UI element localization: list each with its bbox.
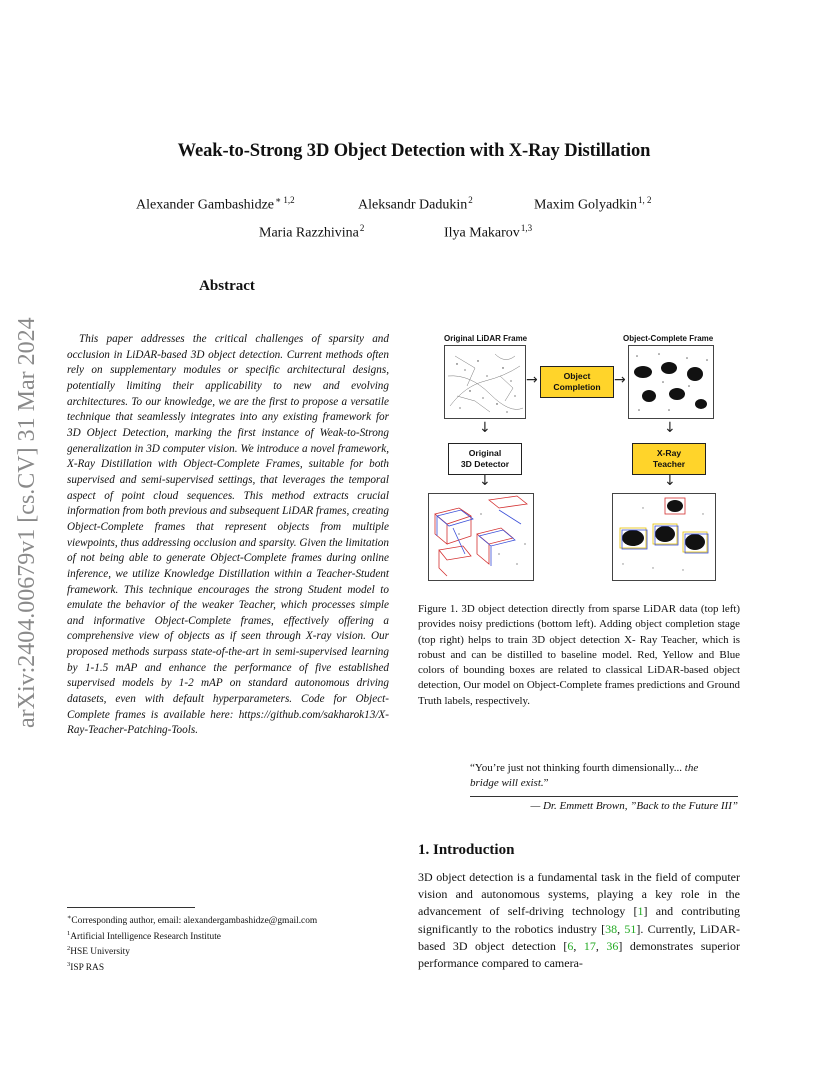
citation-link[interactable]: 38 [605, 921, 618, 936]
author-affiliation: 2 [359, 223, 365, 233]
author-affiliation: 1,3 [520, 223, 533, 233]
author-affiliation: 2 [468, 195, 473, 205]
abstract-text: This paper addresses the critical challenges of sparsity and occlusion in LiDAR-based 3D object detection. Current methods often rely on supplementary modules or specific architectural designs, potentially limiting their applicability to new and evolving architectures. To our knowledge, we are the first to propose a versatile technique that seamlessly integrates into any existing framework for 3D Object Detection, marking the first instance of Weak-to-Strong generalization in 3D computer vision. We introduce a novel framework, X-Ray Distillation with Object-Complete Frames, suitable for both supervised and semi-supervised settings, that leverages the temporal aspect of point cloud sequences. This method extracts crucial information from both previous and subsequent LiDAR frames, creating Object-Complete frames that represent objects from multiple viewpoints, thus addressing occlusion and sparsity. Given the limitation of not being able to generate Object-Complete frames during online inference, we utilize Knowledge Distillation within a Teacher-Student framework. This technique encourages the strong Student model to emulate the behavior of the weaker Teacher, which processes simple and informative Object-Complete frames, effectively offering a comprehensive view of objects as if seen through X-ray vision. Our proposed methods surpass state-of-the-art in semi-supervised learning by 1-1.5 mAP and enhance the performance of five established supervised models by 1-2 mAP on standard autonomous driving datasets, even with default hyperparameters. Code for Object-Complete frames is available here: https://github.com/sakharok13/X-Ray-Teacher-Patching-Tools. [67, 333, 389, 737]
teacher-boxes-illustration [613, 494, 715, 580]
arxiv-stamp: arXiv:2404.00679v1 [cs.CV] 31 Mar 2024 [14, 317, 40, 729]
footnote: $^1$Artificial Intelligence Research Institute [67, 929, 221, 942]
author-name: Aleksandr Dadukin [358, 197, 468, 213]
arrow-right-icon: → [526, 372, 538, 388]
teacher-predictions-image [612, 493, 716, 581]
quote-attribution: — Dr. Emmett Brown, ”Back to the Future III” [530, 800, 738, 812]
figure-caption: Figure 1. 3D object detection directly from sparse LiDAR data (top left) provides noisy predictions (bottom left). Adding object completion stage (top right) helps to train 3D object detection X- Ray Teacher, which is robust and can be distilled to baseline model. Red, Yellow and Blue colors of bounding boxes are related to classical LiDAR-based object detection, Our model on Object-Complete frames predictions and Ground Truth labels, respectively. [418, 603, 740, 707]
citation-link[interactable]: 51 [624, 921, 637, 936]
footnotes [67, 912, 397, 975]
author-name: Alexander Gambashidze [136, 197, 274, 213]
author-3 [534, 195, 652, 214]
author-2 [358, 195, 473, 214]
quote-rule [470, 796, 738, 797]
author-name: Ilya Makarov [444, 225, 520, 241]
footnote: $^2$HSE University [67, 945, 130, 958]
label-object-complete-frame: Object-Complete Frame [623, 334, 714, 343]
author-name: Maria Razzhivina [259, 225, 359, 241]
noisy-predictions-image [428, 493, 534, 581]
author-name: Maxim Golyadkin [534, 197, 638, 213]
abstract-heading: Abstract [199, 278, 255, 294]
arrow-down-icon: ↓ [664, 473, 676, 489]
sparse-point-cloud-illustration [445, 346, 525, 418]
arrow-right-icon: → [614, 372, 626, 388]
author-4 [259, 223, 364, 242]
footnote: ∗Corresponding author, email: alexandergambashidze@gmail.com [67, 914, 318, 927]
xray-teacher-box: X-Ray Teacher [632, 443, 706, 475]
object-complete-frame-image [628, 345, 714, 419]
footnote: $^3$ISP RAS [67, 960, 105, 973]
object-completion-box: Object Completion [540, 366, 614, 398]
author-5 [444, 223, 532, 242]
introduction-text: 3D object detection is a fundamental task in the field of computer vision and autonomous systems, playing a key role in the advancement of self-driving technology [1] and contributing significantly to the robotics industry [38, 51]. Currently, LiDAR-based 3D object detection [6, 17, 36] demonstrates superior performance compared to camera- [418, 870, 741, 971]
section-heading-introduction: 1. Introduction [418, 842, 515, 858]
arrow-down-icon: ↓ [664, 420, 676, 436]
footnote-rule [67, 907, 195, 908]
author-affiliation: ∗ 1,2 [275, 195, 295, 205]
arrow-down-icon: ↓ [479, 420, 491, 436]
original-3d-detector-box: Original 3D Detector [448, 443, 522, 475]
label-original-lidar-frame: Original LiDAR Frame [444, 334, 528, 343]
citation-link[interactable]: 6 [567, 938, 574, 953]
paper-title: Weak-to-Strong 3D Object Detection with X-Ray Distillation [177, 141, 651, 161]
citation-link[interactable]: 17 [583, 938, 596, 953]
original-lidar-frame-image [444, 345, 526, 419]
dense-point-cloud-illustration [629, 346, 713, 418]
citation-link[interactable]: 36 [606, 938, 619, 953]
author-1 [136, 195, 295, 214]
epigraph-quote: “You’re just not thinking fourth dimensionally... the bridge will exist.” [470, 762, 699, 789]
arrow-down-icon: ↓ [479, 473, 491, 489]
author-affiliation: 1, 2 [638, 195, 652, 205]
noisy-boxes-illustration [429, 494, 533, 580]
citation-link[interactable]: 1 [637, 904, 644, 919]
